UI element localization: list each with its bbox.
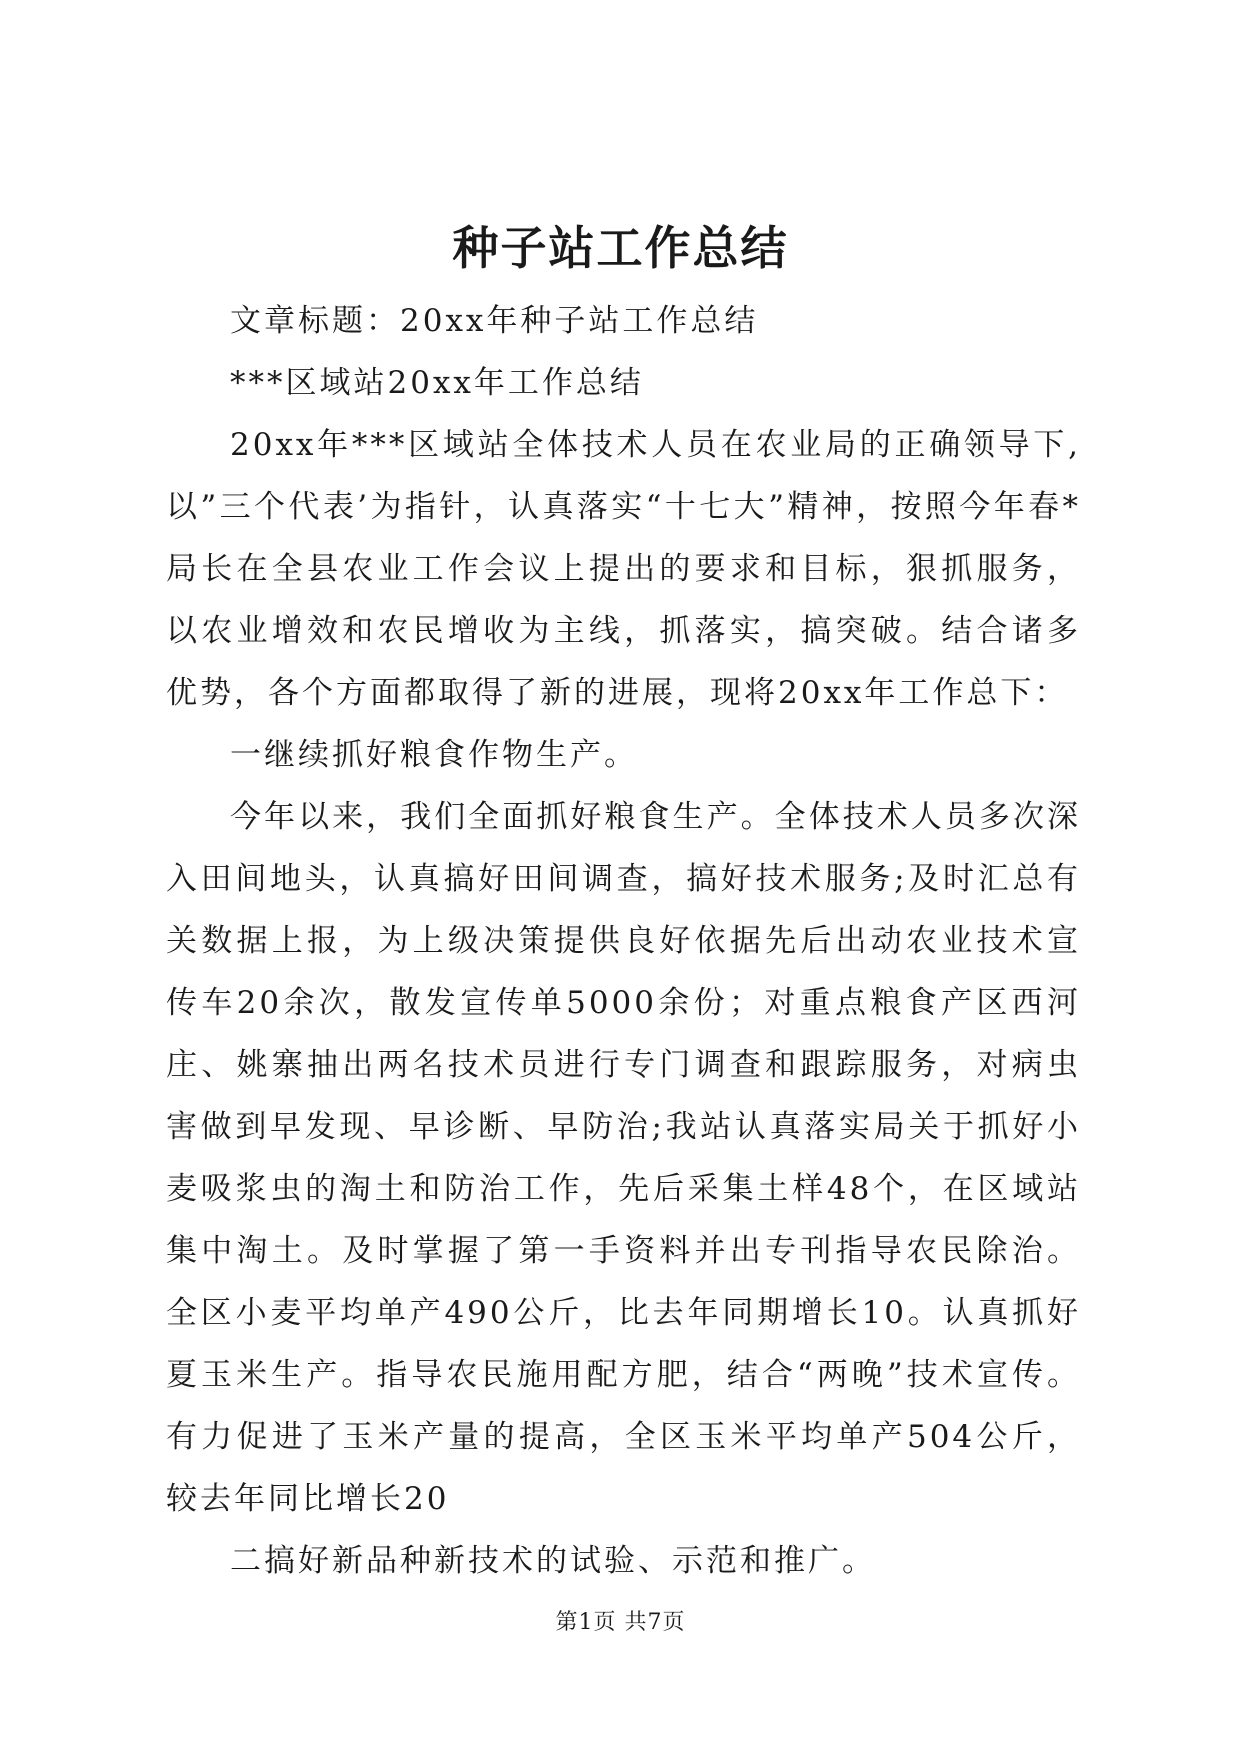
section-1-paragraph: 今年以来，我们全面抓好粮食生产。全体技术人员多次深入田间地头，认真搞好田间调查，搞好技术服务;及时汇总有关数据上报，为上级决策提供良好依据先后出动农业技术宣传车20余次，散发宣传单5000余份；对重点粮食产区西河庄、姚寨抽出两名技术员进行专门调查和跟踪服务，对病虫害做到早发现、早诊断、早防治;我站认真落实局关于抓好小麦吸浆虫的淘土和防治工作，先后采集土样48个，在区域站集中淘土。及时掌握了第一手资料并出专刊指导农民除治。全区小麦平均单产490公斤，比去年同期增长10。认真抓好夏玉米生产。指导农民施用配方肥，结合“两晚”技术宣传。有力促进了玉米产量的提高，全区玉米平均单产504公斤，较去年同比增长20 bbox=[166, 799, 1081, 1517]
section-heading-2: 二搞好新品种新技术的试验、示范和推广。 bbox=[230, 1543, 876, 1579]
report-heading-line: ***区域站20xx年工作总结 bbox=[230, 365, 644, 401]
page-footer: 第1页 共7页 bbox=[555, 1610, 686, 1635]
article-title-line: 文章标题：20xx年种子站工作总结 bbox=[230, 303, 759, 339]
section-heading-1: 一继续抓好粮食作物生产。 bbox=[230, 737, 638, 773]
intro-paragraph: 20xx年***区域站全体技术人员在农业局的正确领导下,以”三个代表’为指针，认真落实“十七大”精神，按照今年春*局长在全县农业工作会议上提出的要求和目标，狠抓服务，以农业增效和农民增收为主线，抓落实，搞突破。结合诸多优势，各个方面都取得了新的进展，现将20xx年工作总下： bbox=[166, 427, 1081, 711]
document-body bbox=[166, 290, 1081, 1592]
document-title: 种子站工作总结 bbox=[452, 221, 789, 275]
